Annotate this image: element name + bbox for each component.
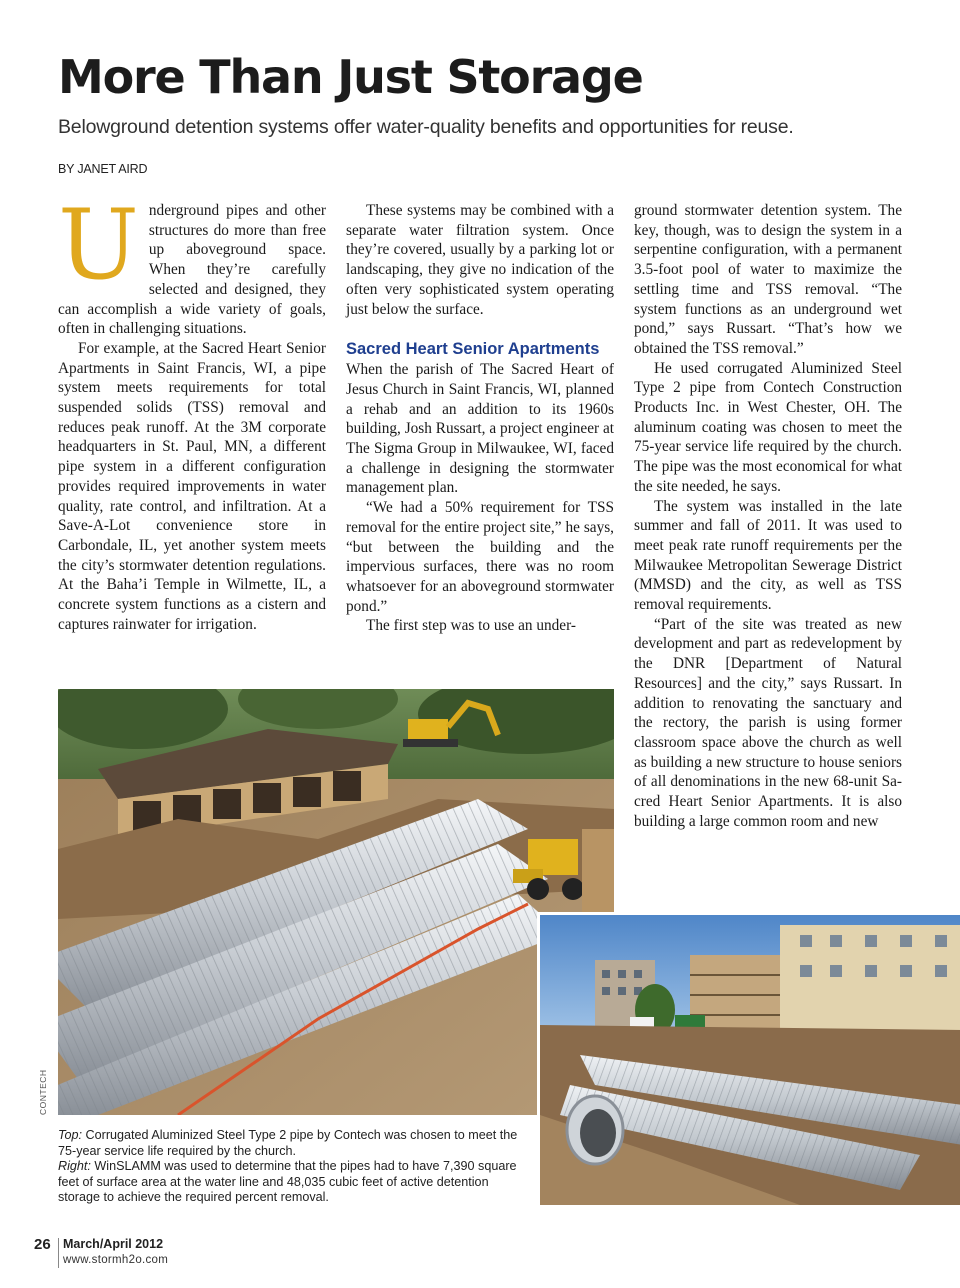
caption-top-lead: Top: [58,1128,83,1142]
paragraph: These systems may be combined with a separate water filtration system. Once they’re covered, usually by a parking lot or landscaping, they give no indication of the often very sophisticated system operating just below the surface. [346,202,614,318]
paragraph: The system was installed in the late summer and fall of 2011. It was used to meet peak rate runoff requirements per the Milwaukee Metropolitan Sewerage District (MMSD) and the city, as well as TSS removal requirements. [634,497,902,614]
caption-right [58,1159,518,1206]
pipes-photo-illustration [58,689,614,1115]
photo-credit: CONTECH [38,1069,48,1115]
caption-top-text: Corrugated Aluminized Steel Type 2 pipe by Contech was chosen to meet the 75-year service life required by the church. [58,1128,518,1158]
publication-url[interactable]: www.stormh2o.com [63,1254,169,1266]
apartments-photo-illustration [540,915,960,1205]
paragraph [58,189,326,339]
paragraph: When the parish of The Sacred Heart of Jesus Church in Saint Francis, WI, planned a rehab and an addition to its 1960s building, Josh Russart, a project engineer at The Sigma Group in Milwaukee, WI, faced a challenge in designing the stormwater management plan. [346,361,614,497]
paragraph: ground stormwater detention system. The key, though, was to design the system in a serpentine configuration, with a permanent 3.5-foot pool of water to maximize the settling time and TSS removal. “The system functions as an underground wet pond,” says Russart. “That’s how we obtained the TSS removal.” [634,202,902,357]
paragraph: “Part of the site was treated as new development and part as redevelopment by the DNR [Department of Natural Resources] and the city,” says Russart. In addition to renovating the sanctuary and the rectory, the parish is using former classroom space above the church as well as building a new structure to house seniors of all denominations in the new 68-unit Sacred Heart Senior Apartments. It is also building a large common room and new [634,615,902,830]
paragraph: For example, at the Sacred Heart Senior Apartments in Saint Francis, WI, a pipe system meets requirements for total suspended solids (TSS) removal and reduces peak runoff. At the 3M corporate headquarters in St. Paul, MN, a different pipe system in a different configuration provides required improvements in water quality, rate control, and infiltration. At a Save-A-Lot convenience store in Carbondale, IL, yet another system meets the city’s stormwater detention regulations. At the Baha’i Temple in Wilmette, IL, a concrete system functions as a cistern and captures rainwater for irrigation. [58,339,326,633]
byline: BY JANET AIRD [58,162,148,176]
section-subhead: Sacred Heart Senior Apartments [346,340,600,359]
issue-date: March/April 2012 [63,1237,164,1251]
caption-right-text: WinSLAMM was used to determine that the pipes had to have 7,390 square feet of surface area at the water line and 48,035 cubic feet of active detention storage to achieve the required percent removal. [58,1159,517,1205]
text-column-1 [58,189,326,634]
caption-top [58,1128,518,1159]
paragraph: The first step was to use an under- [366,617,576,635]
paragraph: He used corrugated Aluminized Steel Type 2 pipe from Contech Construction Products Inc. in West Chester, OH. The aluminum coating was chosen to meet the 75-year service life required by the church. The pipe was the most economical for what the site needed, he says. [634,359,902,495]
caption-right-lead: Right: [58,1159,91,1174]
text-column-3 [634,201,902,832]
photo-caption [58,1128,518,1206]
photo-pipes-construction-site [58,689,614,1115]
paragraph: “We had a 50% requirement for TSS removal for the entire project site,” he says, “but between the building and the impervious surfaces, there was no room whatsoever for an aboveground stormwater pond.” [346,499,614,615]
article-headline: More Than Just Storage [58,50,643,104]
photo-pipes-apartments [537,912,960,1205]
page-number: 26 [34,1236,51,1253]
article-deck: Belowground detention systems offer water-quality benefits and opportunities for reuse. [58,116,794,138]
text-column-2 [346,201,614,636]
paragraph-text: nderground pipes and other structures do more than free up aboveground space. When they’re carefully selected and designed, they can accomplish a wide variety of goals, often in challenging situations. [58,202,326,338]
drop-cap: U [58,189,139,301]
footer-divider [58,1238,59,1268]
